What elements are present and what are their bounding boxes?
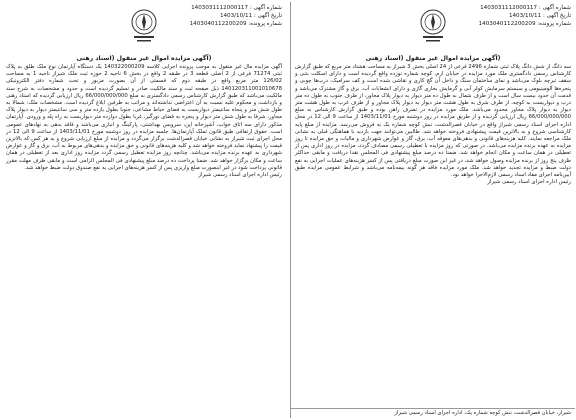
notice-date: تاریخ آگهی : 1403/10/11 <box>508 13 571 19</box>
notice-meta <box>2 2 286 54</box>
notice-meta <box>291 2 575 54</box>
notice-signature: رئیس اداره اجرای اسناد رسمی شیراز <box>487 179 571 186</box>
office-address: شیراز، خیابان قصرالدشت، نبش کوچه شماره یک، اداره اجرای اسناد رسمی شیراز <box>291 408 575 418</box>
notice-title: (آگهی مزایده اموال غیر منقول (اسناد رهنی <box>76 55 212 62</box>
notice-body: آگهی مزایده مال غیر منقول به موجب پرونده اجرایی کلاسه 140322000209 یک دستگاه آپارتمان نوع ملک طلق به پلاک ثبتی 71274 فرعی از 2 اصلی قطعه 3 در طبقه 2 واقع در بخش 6 ناحیه 2 حوزه ثبت ملک شیراز ناحیه 1 به مساحت 126/02 متر مربع واقع در طبقه دوم که قسمتی از آن بصورت مزبور و تحت شماره دفتر الکترونیکی 140120311001010678 ذیل صفحه ثبت و سند مالکیت صادر و تسلیم گردیده است و حدود و مشخصات به شرح سند مالکیت می‌باشد که طبق گزارش کارشناس رسمی دادگستری به مبلغ 66/000/000/000 ریال ارزیابی گردیده که اسناد رهنی و بازداشت و محکوم علیه نسبت به آن اعتراضی نداشته‌اند و مراتب به طرفین ابلاغ گردیده است. مشخصات ملک: شمالا به طول شش متر و پنجاه سانتیمتر دیواریست به فضای حیاط مشاعی، جنوبا بطول یازده متر و سی سانتیمتر دیوار به دیوار پلاک مجاور، شرقا به طول شش متر دیوار و پنجره به فضای نورگیر، غربا بطول دوازده متر دیواریست به راه پله و ورودی. آپارتمان مذکور دارای سه اتاق خواب، آشپزخانه اپن، سرویس بهداشتی، پارکینگ و انباری می‌باشد و فاقد بدهی به نهادهای عمومی است. حقوق ارتفاقی طبق قانون تملک آپارتمان‌ها. جلسه مزایده در روز دوشنبه مورخ 1403/11/01 از ساعت 9 الی 12 در محل اجرای ثبت شیراز به نشانی خیابان قصرالدشت برگزار می‌گردد و مزایده از مبلغ ارزیابی شروع و به هر کس که بالاترین قیمت را پیشنهاد نماید فروخته خواهد شد و کلیه هزینه‌های قانونی و حق مزایده و بدهی‌های مربوط به آب، برق و گاز و عوارض شهرداری به عهده برنده مزایده می‌باشد. چنانچه روز مزایده تعطیل رسمی گردد مزایده روز اداری بعد از تعطیلی در همان ساعت و مکان برگزار خواهد شد. ضمنا پرداخت ده درصد مبلغ پیشنهادی فی المجلس الزامی است و مابقی ظرف مهلت مقرر قانونی پرداخت شود در غیر اینصورت مبلغ واریزی پس از کسر هزینه‌های اجرایی به نفع صندوق دولت ضبط خواهد شد. <box>6 64 283 171</box>
notice-right <box>290 2 575 418</box>
case-number: شماره پرونده: 1403040112200209 <box>478 21 571 27</box>
emblem-seal <box>129 8 159 44</box>
notice-title: (آگهی مزایده اموال غیر منقول (اسناد رهنی <box>365 55 501 62</box>
notice-number: شماره آگهی : 1403031112000117 <box>191 5 282 11</box>
notice-left <box>2 2 286 418</box>
notice-number: شماره آگهی : 1403031112000117 <box>480 5 571 11</box>
case-number: شماره پرونده: 1403040112200209 <box>189 21 282 27</box>
notice-body: سه دانگ از شش دانگ پلاک ثبتی شماره 2496 فرعی از 24 اصلی بخش 3 شیراز به مساحت هشتاد متر مربع که طبق گزارش کارشناس رسمی دادگستری ملک مورد مزایده در خیابان ارم، کوچه شماره نوزده واقع گردیده است و دارای اسکلت بتنی و سقف تیرچه بلوک می‌باشد و نمای ساختمان سنگ و داخل آن گچ کاری و نقاشی شده است و کف سرامیک، درب‌ها چوبی و پنجره‌ها آلومینیومی و سیستم سرمایش کولر آبی و گرمایش بخاری گازی و دارای انشعابات آب، برق و گاز مشترک می‌باشد و قدمت آن حدود بیست سال است و از طرف شمال به طول ده متر دیوار به دیوار پلاک مجاور، از طرف جنوب به طول ده متر درب و دیواریست به کوچه، از طرف شرق به طول هشت متر دیوار به دیوار پلاک مجاور و از طرف غرب به طول هشت متر دیوار به دیوار پلاک مجاور محدود می‌باشد. ملک مورد مزایده در تصرف راهن بوده و طبق گزارش کارشناس به مبلغ 66/000/000/000 ریال ارزیابی گردیده و از طریق مزایده در روز دوشنبه مورخ 1403/11/01 از ساعت 9 الی 12 در محل اداره اجرای اسناد رسمی شیراز واقع در خیابان قصرالدشت، نبش کوچه شماره یک به فروش می‌رسد. مزایده از مبلغ پایه کارشناسی شروع و به بالاترین قیمت پیشنهادی فروخته خواهد شد. طالبین می‌توانند جهت بازدید با هماهنگی قبلی به نشانی ملک مراجعه نمایند. کلیه هزینه‌های قانونی و بدهی‌های معوقه آب، برق، گاز و عوارض شهرداری و مالیات و حق مزایده تا روز مزایده به عهده برنده مزایده می‌باشد. در صورتی که روز مزایده با تعطیلی رسمی مصادف گردد، مزایده در روز اداری پس از تعطیلی در همان ساعت و مکان انجام خواهد شد. ضمنا ده درصد مبلغ پیشنهادی فی المجلس نقدا دریافت و مابقی حداکثر ظرف پنج روز از برنده مزایده وصول خواهد شد، در غیر این صورت مبلغ دریافتی پس از کسر هزینه‌های عملیات اجرایی به نفع دولت ضبط و مزایده تجدید خواهد شد. ملک مورد مزایده فاقد هر گونه بیمه‌نامه می‌باشد و شرایط عمومی مزایده طبق آیین‌نامه اجرای مفاد اسناد رسمی لازم‌الاجرا خواهد بود. <box>295 64 571 179</box>
notice-signature: رئیس اداره اجرای اسناد رسمی شیراز <box>198 172 282 179</box>
emblem-seal <box>418 8 448 44</box>
notice-date: تاریخ آگهی : 1403/10/11 <box>219 13 282 19</box>
